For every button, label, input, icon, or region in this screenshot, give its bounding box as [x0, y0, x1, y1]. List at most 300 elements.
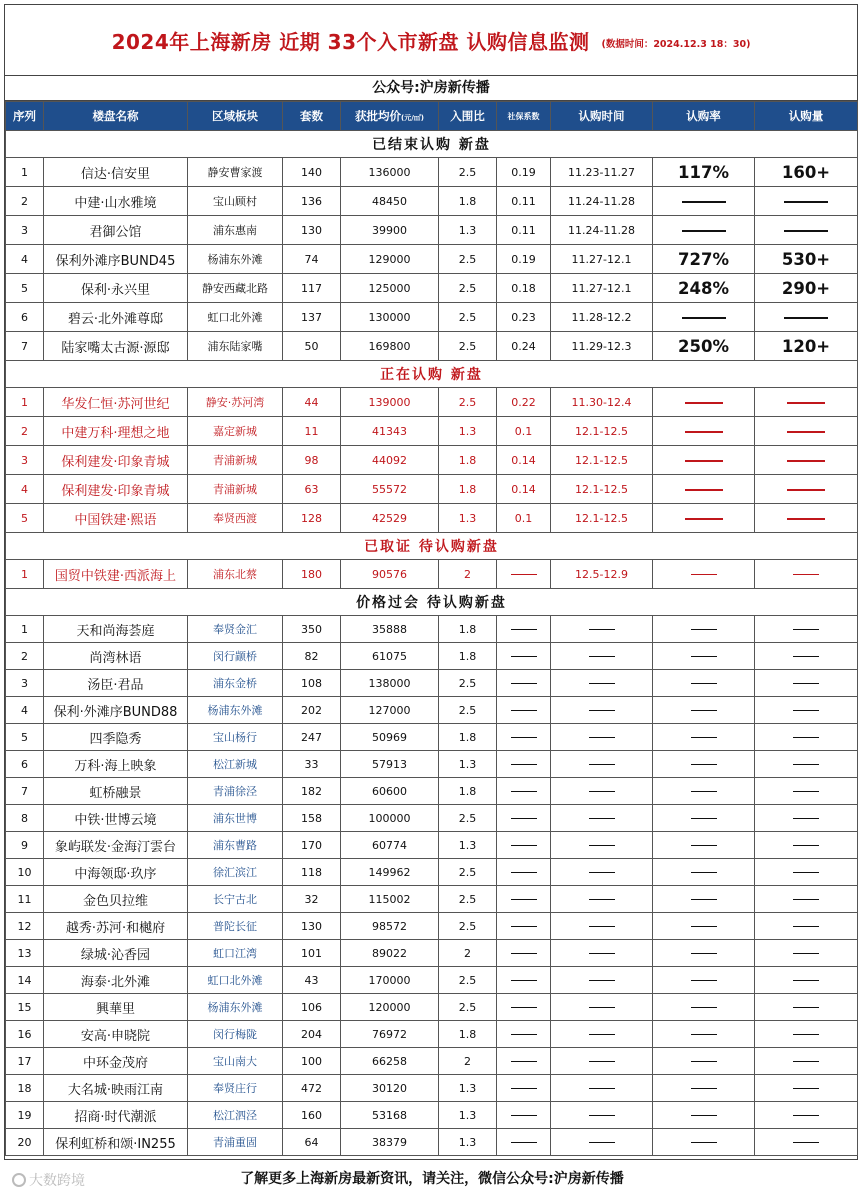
row-name: 大名城·映雨江南 — [44, 1075, 188, 1102]
row-index: 6 — [6, 303, 44, 332]
row-volume — [755, 1048, 858, 1075]
empty-dash-icon — [511, 926, 537, 927]
empty-dash-icon — [589, 1115, 615, 1116]
row-rate — [653, 994, 755, 1021]
row-price: 50969 — [341, 724, 439, 751]
row-units: 130 — [283, 216, 341, 245]
row-time: 11.24-11.28 — [551, 187, 653, 216]
row-price: 98572 — [341, 913, 439, 940]
row-index: 6 — [6, 751, 44, 778]
empty-dash-icon — [589, 926, 615, 927]
row-time — [551, 832, 653, 859]
row-index: 8 — [6, 805, 44, 832]
row-time: 11.30-12.4 — [551, 388, 653, 417]
row-price: 136000 — [341, 158, 439, 187]
row-area: 青浦重固 — [188, 1129, 283, 1156]
row-ratio: 1.8 — [439, 187, 497, 216]
row-units: 182 — [283, 778, 341, 805]
col-header-rate: 认购率 — [653, 102, 755, 131]
row-volume — [755, 303, 858, 332]
row-volume — [755, 778, 858, 805]
row-rate — [653, 1102, 755, 1129]
row-units: 44 — [283, 388, 341, 417]
row-rate — [653, 417, 755, 446]
row-ratio: 2 — [439, 560, 497, 589]
row-ratio: 2.5 — [439, 245, 497, 274]
row-volume — [755, 994, 858, 1021]
empty-dash-icon — [589, 683, 615, 684]
row-ratio: 2.5 — [439, 274, 497, 303]
row-price: 61075 — [341, 643, 439, 670]
empty-dash-icon — [511, 1034, 537, 1035]
row-units: 350 — [283, 616, 341, 643]
row-social — [497, 859, 551, 886]
empty-dash-icon — [793, 791, 819, 792]
row-time — [551, 697, 653, 724]
row-volume — [755, 216, 858, 245]
row-time — [551, 940, 653, 967]
row-time: 12.1-12.5 — [551, 417, 653, 446]
row-ratio: 2.5 — [439, 994, 497, 1021]
row-social — [497, 724, 551, 751]
row-units: 128 — [283, 504, 341, 533]
table-row — [6, 697, 858, 724]
empty-dash-icon — [511, 1061, 537, 1062]
row-time: 11.29-12.3 — [551, 332, 653, 361]
row-social — [497, 1075, 551, 1102]
row-ratio: 1.8 — [439, 778, 497, 805]
row-area: 青浦新城 — [188, 475, 283, 504]
row-units: 101 — [283, 940, 341, 967]
row-price: 125000 — [341, 274, 439, 303]
empty-dash-icon — [691, 1034, 717, 1035]
empty-dash-icon — [589, 791, 615, 792]
table-row — [6, 751, 858, 778]
empty-dash-icon — [691, 953, 717, 954]
row-ratio: 1.3 — [439, 417, 497, 446]
row-units: 50 — [283, 332, 341, 361]
row-rate — [653, 643, 755, 670]
row-social — [497, 670, 551, 697]
col-header-index: 序列 — [6, 102, 44, 131]
row-rate — [653, 859, 755, 886]
row-area: 奉贤西渡 — [188, 504, 283, 533]
row-volume: 530+ — [755, 245, 858, 274]
empty-dash-icon — [691, 1061, 717, 1062]
row-index: 4 — [6, 697, 44, 724]
row-units: 160 — [283, 1102, 341, 1129]
row-rate — [653, 913, 755, 940]
empty-dash-icon — [511, 629, 537, 630]
empty-dash-icon — [685, 489, 723, 491]
row-ratio: 1.3 — [439, 1075, 497, 1102]
row-units: 33 — [283, 751, 341, 778]
row-time: 11.23-11.27 — [551, 158, 653, 187]
row-volume — [755, 187, 858, 216]
empty-dash-icon — [793, 845, 819, 846]
row-price: 76972 — [341, 1021, 439, 1048]
empty-dash-icon — [511, 845, 537, 846]
empty-dash-icon — [511, 683, 537, 684]
row-rate — [653, 303, 755, 332]
row-units: 117 — [283, 274, 341, 303]
row-name: 海泰·北外滩 — [44, 967, 188, 994]
empty-dash-icon — [691, 872, 717, 873]
row-name: 虹桥融景 — [44, 778, 188, 805]
row-volume — [755, 417, 858, 446]
row-rate — [653, 475, 755, 504]
row-name: 中铁·世博云境 — [44, 805, 188, 832]
row-volume: 290+ — [755, 274, 858, 303]
row-rate — [653, 560, 755, 589]
table-row — [6, 832, 858, 859]
empty-dash-icon — [793, 980, 819, 981]
row-volume — [755, 832, 858, 859]
empty-dash-icon — [589, 872, 615, 873]
row-name: 汤臣·君品 — [44, 670, 188, 697]
row-price: 100000 — [341, 805, 439, 832]
row-name: 招商·时代潮派 — [44, 1102, 188, 1129]
empty-dash-icon — [589, 899, 615, 900]
row-rate — [653, 1129, 755, 1156]
row-volume: 120+ — [755, 332, 858, 361]
row-price: 44092 — [341, 446, 439, 475]
row-ratio: 2.5 — [439, 913, 497, 940]
empty-dash-icon — [793, 899, 819, 900]
row-area: 静安西藏北路 — [188, 274, 283, 303]
row-units: 98 — [283, 446, 341, 475]
row-rate — [653, 187, 755, 216]
table-row — [6, 158, 858, 187]
row-units: 137 — [283, 303, 341, 332]
row-index: 16 — [6, 1021, 44, 1048]
row-rate — [653, 778, 755, 805]
empty-dash-icon — [691, 791, 717, 792]
row-volume — [755, 560, 858, 589]
empty-dash-icon — [793, 1142, 819, 1143]
row-rate — [653, 388, 755, 417]
row-index: 17 — [6, 1048, 44, 1075]
row-units: 32 — [283, 886, 341, 913]
empty-dash-icon — [691, 899, 717, 900]
row-price: 90576 — [341, 560, 439, 589]
row-rate — [653, 1021, 755, 1048]
row-price: 139000 — [341, 388, 439, 417]
row-rate — [653, 616, 755, 643]
row-time — [551, 1021, 653, 1048]
row-price: 130000 — [341, 303, 439, 332]
empty-dash-icon — [793, 1034, 819, 1035]
row-units: 11 — [283, 417, 341, 446]
table-row — [6, 994, 858, 1021]
col-header-price — [341, 102, 439, 131]
section-label: 已取证 待认购新盘 — [6, 533, 858, 560]
empty-dash-icon — [691, 683, 717, 684]
row-social: 0.14 — [497, 475, 551, 504]
row-area: 浦东世博 — [188, 805, 283, 832]
row-time — [551, 994, 653, 1021]
empty-dash-icon — [793, 1007, 819, 1008]
row-ratio: 1.3 — [439, 1129, 497, 1156]
empty-dash-icon — [511, 1115, 537, 1116]
row-price: 127000 — [341, 697, 439, 724]
table-row — [6, 1021, 858, 1048]
row-area: 普陀长征 — [188, 913, 283, 940]
watermark-text: 大数跨境 — [29, 1173, 85, 1189]
row-area: 浦东陆家嘴 — [188, 332, 283, 361]
row-time — [551, 913, 653, 940]
row-time — [551, 616, 653, 643]
row-name: 興華里 — [44, 994, 188, 1021]
empty-dash-icon — [793, 926, 819, 927]
row-area: 闵行梅陇 — [188, 1021, 283, 1048]
empty-dash-icon — [691, 845, 717, 846]
section-header — [6, 131, 858, 158]
row-index: 2 — [6, 417, 44, 446]
row-index: 14 — [6, 967, 44, 994]
empty-dash-icon — [589, 656, 615, 657]
empty-dash-icon — [787, 489, 825, 491]
table-row — [6, 446, 858, 475]
row-social: 0.24 — [497, 332, 551, 361]
empty-dash-icon — [787, 460, 825, 462]
empty-dash-icon — [793, 818, 819, 819]
empty-dash-icon — [793, 764, 819, 765]
row-ratio: 1.3 — [439, 751, 497, 778]
row-volume — [755, 886, 858, 913]
row-area: 宝山南大 — [188, 1048, 283, 1075]
row-index: 1 — [6, 388, 44, 417]
empty-dash-icon — [589, 818, 615, 819]
row-social — [497, 778, 551, 805]
table-row — [6, 805, 858, 832]
row-time — [551, 1075, 653, 1102]
footer-text: 了解更多上海新房最新资讯，请关注，微信公众号:沪房新传播 — [240, 1171, 624, 1187]
empty-dash-icon — [589, 764, 615, 765]
row-ratio: 1.8 — [439, 1021, 497, 1048]
empty-dash-icon — [589, 1088, 615, 1089]
row-area: 奉贤金汇 — [188, 616, 283, 643]
empty-dash-icon — [793, 872, 819, 873]
table-row — [6, 245, 858, 274]
empty-dash-icon — [691, 980, 717, 981]
row-area: 青浦新城 — [188, 446, 283, 475]
row-social — [497, 751, 551, 778]
row-index: 1 — [6, 616, 44, 643]
row-name: 碧云·北外滩尊邸 — [44, 303, 188, 332]
row-price: 149962 — [341, 859, 439, 886]
row-price: 138000 — [341, 670, 439, 697]
row-price: 48450 — [341, 187, 439, 216]
row-time: 11.24-11.28 — [551, 216, 653, 245]
table-row — [6, 886, 858, 913]
row-units: 130 — [283, 913, 341, 940]
empty-dash-icon — [511, 1007, 537, 1008]
row-rate: 727% — [653, 245, 755, 274]
row-volume — [755, 504, 858, 533]
row-name: 君御公馆 — [44, 216, 188, 245]
row-name: 中国铁建·熙语 — [44, 504, 188, 533]
row-units: 74 — [283, 245, 341, 274]
empty-dash-icon — [787, 402, 825, 404]
row-area: 虹口北外滩 — [188, 303, 283, 332]
row-area: 静安曹家渡 — [188, 158, 283, 187]
row-price: 30120 — [341, 1075, 439, 1102]
empty-dash-icon — [691, 737, 717, 738]
row-area: 松江新城 — [188, 751, 283, 778]
row-index: 13 — [6, 940, 44, 967]
row-social: 0.1 — [497, 417, 551, 446]
row-social — [497, 940, 551, 967]
row-units: 108 — [283, 670, 341, 697]
empty-dash-icon — [691, 764, 717, 765]
row-social: 0.22 — [497, 388, 551, 417]
row-price: 66258 — [341, 1048, 439, 1075]
table-row — [6, 724, 858, 751]
row-index: 3 — [6, 670, 44, 697]
row-units: 64 — [283, 1129, 341, 1156]
row-units: 170 — [283, 832, 341, 859]
row-social — [497, 616, 551, 643]
row-name: 尚湾林语 — [44, 643, 188, 670]
row-name: 保利·永兴里 — [44, 274, 188, 303]
row-ratio: 2 — [439, 1048, 497, 1075]
row-volume — [755, 1075, 858, 1102]
row-index: 20 — [6, 1129, 44, 1156]
row-time — [551, 859, 653, 886]
empty-dash-icon — [793, 1115, 819, 1116]
col-header-price-unit: (元/㎡) — [401, 114, 424, 122]
empty-dash-icon — [589, 845, 615, 846]
row-price: 35888 — [341, 616, 439, 643]
empty-dash-icon — [691, 1007, 717, 1008]
table-row — [6, 670, 858, 697]
row-area: 杨浦东外滩 — [188, 994, 283, 1021]
row-ratio: 2.5 — [439, 670, 497, 697]
row-volume: 160+ — [755, 158, 858, 187]
row-name: 保利建发·印象青城 — [44, 475, 188, 504]
row-price: 41343 — [341, 417, 439, 446]
empty-dash-icon — [787, 518, 825, 520]
row-units: 118 — [283, 859, 341, 886]
row-units: 140 — [283, 158, 341, 187]
col-header-volume: 认购量 — [755, 102, 858, 131]
row-name: 四季隐秀 — [44, 724, 188, 751]
empty-dash-icon — [511, 1088, 537, 1089]
row-rate — [653, 805, 755, 832]
row-social — [497, 643, 551, 670]
empty-dash-icon — [682, 230, 726, 232]
empty-dash-icon — [793, 710, 819, 711]
row-time: 12.1-12.5 — [551, 504, 653, 533]
empty-dash-icon — [793, 953, 819, 954]
row-index: 4 — [6, 245, 44, 274]
listing-table — [5, 101, 858, 1156]
row-social: 0.11 — [497, 187, 551, 216]
row-units: 106 — [283, 994, 341, 1021]
row-price: 115002 — [341, 886, 439, 913]
footer — [0, 1162, 864, 1192]
row-ratio: 1.8 — [439, 616, 497, 643]
row-ratio: 2.5 — [439, 158, 497, 187]
table-row — [6, 560, 858, 589]
row-social: 0.19 — [497, 158, 551, 187]
row-time — [551, 751, 653, 778]
row-price: 55572 — [341, 475, 439, 504]
row-ratio: 2.5 — [439, 332, 497, 361]
empty-dash-icon — [685, 460, 723, 462]
row-ratio: 2.5 — [439, 697, 497, 724]
row-index: 1 — [6, 158, 44, 187]
row-time — [551, 670, 653, 697]
row-name: 信达·信安里 — [44, 158, 188, 187]
row-time — [551, 643, 653, 670]
empty-dash-icon — [589, 737, 615, 738]
row-area: 虹口北外滩 — [188, 967, 283, 994]
empty-dash-icon — [691, 656, 717, 657]
empty-dash-icon — [793, 574, 819, 575]
table-row — [6, 303, 858, 332]
row-area: 宝山顾村 — [188, 187, 283, 216]
row-social — [497, 832, 551, 859]
row-price: 60774 — [341, 832, 439, 859]
row-volume — [755, 388, 858, 417]
row-volume — [755, 751, 858, 778]
row-price: 38379 — [341, 1129, 439, 1156]
empty-dash-icon — [787, 431, 825, 433]
row-name: 保利虹桥和颂·IN255 — [44, 1129, 188, 1156]
row-time: 11.27-12.1 — [551, 245, 653, 274]
row-social: 0.18 — [497, 274, 551, 303]
empty-dash-icon — [511, 899, 537, 900]
row-area: 长宁古北 — [188, 886, 283, 913]
row-ratio: 2.5 — [439, 859, 497, 886]
col-header-name: 楼盘名称 — [44, 102, 188, 131]
empty-dash-icon — [589, 953, 615, 954]
table-row — [6, 332, 858, 361]
row-rate — [653, 216, 755, 245]
row-area: 杨浦东外滩 — [188, 697, 283, 724]
row-name: 象屿联发·金海汀雲台 — [44, 832, 188, 859]
row-units: 136 — [283, 187, 341, 216]
row-index: 5 — [6, 724, 44, 751]
empty-dash-icon — [685, 518, 723, 520]
row-index: 1 — [6, 560, 44, 589]
row-rate — [653, 697, 755, 724]
report-frame — [4, 4, 858, 1160]
row-area: 浦东惠南 — [188, 216, 283, 245]
row-name: 万科·海上映象 — [44, 751, 188, 778]
empty-dash-icon — [511, 574, 537, 575]
row-time — [551, 886, 653, 913]
row-name: 中海领邸·玖序 — [44, 859, 188, 886]
row-rate — [653, 724, 755, 751]
col-header-time: 认购时间 — [551, 102, 653, 131]
row-ratio: 1.8 — [439, 724, 497, 751]
row-time — [551, 967, 653, 994]
row-price: 129000 — [341, 245, 439, 274]
row-time — [551, 1102, 653, 1129]
empty-dash-icon — [793, 656, 819, 657]
empty-dash-icon — [589, 1034, 615, 1035]
row-social — [497, 697, 551, 724]
row-units: 202 — [283, 697, 341, 724]
col-header-area: 区域板块 — [188, 102, 283, 131]
row-social: 0.14 — [497, 446, 551, 475]
row-index: 2 — [6, 187, 44, 216]
row-index: 4 — [6, 475, 44, 504]
row-name: 保利·外滩序BUND88 — [44, 697, 188, 724]
